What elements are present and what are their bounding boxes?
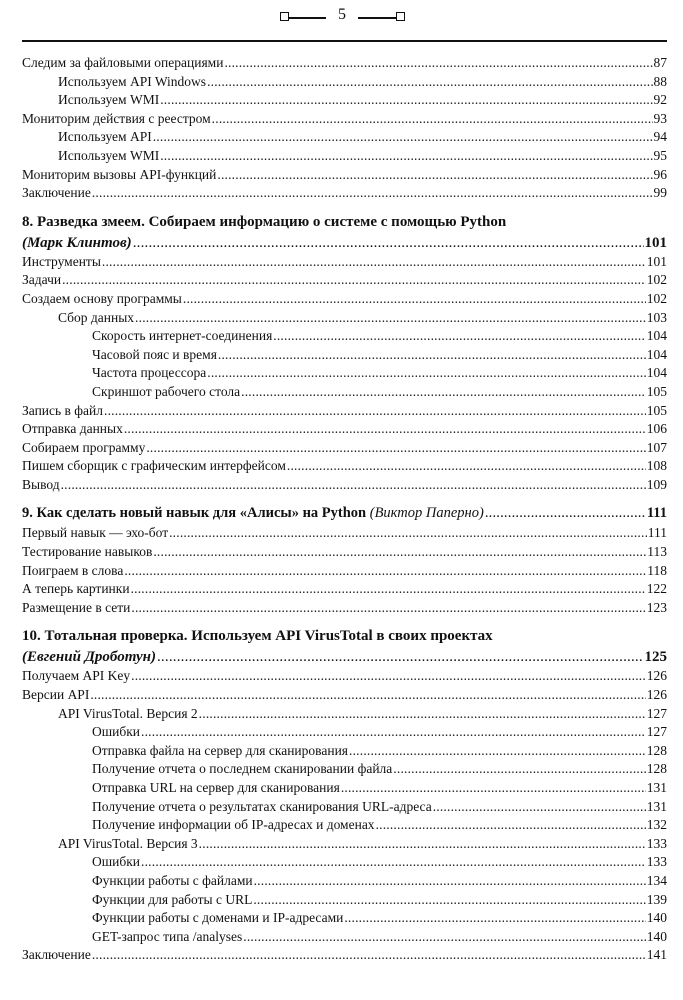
toc-entry-label: Ошибки [92, 724, 141, 740]
toc-entry[interactable] [22, 798, 667, 817]
leader-dots [124, 562, 646, 581]
leader-dots [160, 91, 652, 110]
toc-entry-label: Получение информации об IP-адресах и доменах [92, 817, 375, 833]
toc-entry-page: 109 [646, 476, 667, 492]
table-of-contents [22, 54, 667, 965]
toc-entry[interactable] [22, 686, 667, 705]
toc-entry[interactable] [22, 580, 667, 599]
toc-entry-page: 87 [653, 55, 667, 70]
toc-entry-label: Вывод [22, 476, 60, 492]
toc-entry[interactable] [22, 742, 667, 761]
toc-entry-page: 102 [646, 272, 667, 288]
toc-entry[interactable] [22, 760, 667, 779]
toc-entry-page: 132 [646, 817, 667, 833]
leader-dots [241, 383, 646, 402]
toc-entry[interactable] [22, 383, 667, 402]
toc-entry[interactable] [22, 439, 667, 458]
toc-entry[interactable] [22, 853, 667, 872]
toc-entry[interactable] [22, 271, 667, 290]
toc-entry[interactable] [22, 166, 667, 185]
toc-entry-page: 118 [647, 562, 667, 578]
toc-entry[interactable] [22, 309, 667, 328]
leader-dots [217, 166, 652, 185]
chapter-page-number: 101 [644, 234, 667, 251]
leader-dots [124, 420, 646, 439]
toc-entry[interactable] [22, 524, 667, 543]
toc-entry[interactable] [22, 147, 667, 166]
chapter-title-text: 10. Тотальная проверка. Используем API VirusTotal в своих проектах [22, 628, 493, 645]
toc-entry-label: Пишем сборщик с графическим интерфейсом [22, 458, 286, 474]
toc-entry-page: 105 [646, 383, 667, 399]
toc-entry[interactable] [22, 290, 667, 309]
chapter-author-row[interactable] [22, 647, 667, 667]
leader-dots [153, 543, 646, 562]
toc-entry-page: 104 [646, 346, 667, 362]
toc-entry-page: 139 [646, 891, 667, 907]
toc-entry-label: Функции работы с файлами [92, 872, 253, 888]
toc-entry[interactable] [22, 835, 667, 854]
toc-entry-label: API VirusTotal. Версия 3 [58, 835, 198, 851]
toc-entry-page: 93 [653, 110, 667, 126]
chapter-page-number: 125 [644, 649, 667, 666]
toc-entry-page: 101 [646, 253, 667, 269]
toc-entry-page: 128 [646, 742, 667, 758]
toc-entry[interactable] [22, 54, 667, 73]
leader-dots [157, 647, 644, 667]
toc-entry[interactable] [22, 91, 667, 110]
chapter-title [22, 212, 667, 233]
toc-entry-label: Запись в файл [22, 402, 103, 418]
toc-entry[interactable] [22, 705, 667, 724]
left-ornament-line [289, 17, 326, 19]
toc-entry-page: 113 [647, 544, 667, 560]
leader-dots [485, 503, 646, 524]
toc-entry-label: Используем API Windows [58, 73, 207, 89]
toc-entry-page: 127 [646, 724, 667, 740]
toc-entry[interactable] [22, 128, 667, 147]
toc-entry-page: 131 [646, 798, 667, 814]
leader-dots [92, 184, 653, 203]
leader-dots [131, 580, 646, 599]
section-gap [22, 203, 667, 212]
leader-dots [90, 686, 645, 705]
toc-entry-label: Используем WMI [58, 92, 160, 108]
chapter-title [22, 626, 667, 647]
chapter-title-text: 8. Разведка змеем. Собираем информацию о системе с помощью Python [22, 213, 507, 230]
toc-entry-label: Следим за файловыми операциями [22, 55, 224, 70]
leader-dots [92, 946, 646, 965]
toc-entry-page: 123 [646, 599, 667, 615]
toc-entry-page: 96 [653, 166, 667, 182]
toc-entry-page: 140 [646, 928, 667, 944]
toc-entry-page: 133 [646, 854, 667, 870]
toc-entry-label: Тестирование навыков [22, 544, 153, 560]
toc-entry-page: 99 [653, 185, 667, 201]
chapter-author-row[interactable] [22, 233, 667, 253]
leader-dots [224, 54, 652, 73]
right-ornament-line [358, 17, 396, 19]
toc-entry-page: 111 [647, 525, 667, 541]
toc-entry[interactable] [22, 946, 667, 965]
toc-entry-label: Мониторим действия с реестром [22, 110, 211, 126]
toc-entry[interactable] [22, 402, 667, 421]
leader-dots [153, 128, 653, 147]
leader-dots [133, 233, 644, 253]
toc-entry-page: 95 [653, 147, 667, 163]
toc-entry-label: API VirusTotal. Версия 2 [58, 705, 198, 721]
toc-entry[interactable] [22, 457, 667, 476]
toc-entry-page: 105 [646, 402, 667, 418]
leader-dots [393, 760, 645, 779]
leader-dots [207, 364, 646, 383]
toc-entry[interactable] [22, 909, 667, 928]
leader-dots [253, 891, 645, 910]
toc-entry-page: 102 [646, 290, 667, 306]
toc-entry-label: Получение отчета о последнем сканировании файла [92, 761, 393, 777]
toc-entry-label: Используем API [58, 129, 152, 145]
toc-entry-label: Используем WMI [58, 147, 160, 163]
toc-entry-label: Ошибки [92, 854, 141, 870]
leader-dots [169, 524, 647, 543]
toc-entry[interactable] [22, 184, 667, 203]
toc-entry-label: Часовой пояс и время [92, 346, 217, 362]
toc-entry-label: Скорость интернет-соединения [92, 328, 273, 344]
leader-dots [207, 73, 652, 92]
toc-entry-label: Заключение [22, 185, 91, 201]
right-square-ornament [396, 12, 405, 21]
toc-entry-label: Мониторим вызовы API-функций [22, 166, 217, 182]
toc-entry-label: Поиграем в слова [22, 562, 124, 578]
toc-entry-label: Версии API [22, 687, 90, 703]
section-gap [22, 617, 667, 626]
toc-entry[interactable] [22, 779, 667, 798]
toc-entry[interactable] [22, 723, 667, 742]
toc-entry-page: 94 [653, 129, 667, 145]
leader-dots [199, 835, 646, 854]
toc-entry[interactable] [22, 816, 667, 835]
toc-entry[interactable] [22, 562, 667, 581]
chapter-page-number: 111 [646, 505, 667, 522]
toc-entry-label: Отправка данных [22, 421, 123, 437]
toc-entry-page: 88 [653, 73, 667, 89]
toc-entry-label: Отправка URL на сервер для сканирования [92, 780, 340, 795]
page-number: 5 [338, 6, 346, 23]
toc-entry-page: 126 [646, 687, 667, 703]
leader-dots [131, 599, 645, 618]
toc-entry-page: 104 [646, 365, 667, 381]
toc-entry-page: 134 [646, 872, 667, 888]
toc-entry[interactable] [22, 543, 667, 562]
leader-dots [135, 309, 646, 328]
toc-entry-page: 140 [646, 910, 667, 926]
chapter-author: (Марк Клинтов) [22, 234, 132, 251]
leader-dots [218, 346, 646, 365]
leader-dots [199, 705, 646, 724]
toc-entry[interactable] [22, 346, 667, 365]
leader-dots [349, 742, 646, 761]
leader-dots [254, 872, 646, 891]
leader-dots [141, 723, 646, 742]
header-rule [22, 40, 667, 42]
leader-dots [102, 253, 646, 272]
toc-entry[interactable] [22, 110, 667, 129]
toc-entry-page: 104 [646, 328, 667, 344]
toc-entry[interactable] [22, 872, 667, 891]
leader-dots [212, 110, 653, 129]
toc-entry[interactable] [22, 891, 667, 910]
leader-dots [273, 327, 645, 346]
toc-entry-label: Отправка файла на сервер для сканирования [92, 742, 349, 758]
toc-entry-label: Инструменты [22, 253, 101, 269]
toc-entry-label: Создаем основу программы [22, 290, 182, 306]
toc-entry-label: Заключение [22, 947, 91, 963]
leader-dots [160, 147, 652, 166]
toc-entry-label: Скриншот рабочего стола [92, 383, 241, 399]
leader-dots [287, 457, 646, 476]
toc-entry-label: Получение отчета о результатах сканирования URL-адреса [92, 798, 432, 814]
toc-entry-page: 133 [646, 835, 667, 851]
leader-dots [131, 667, 646, 686]
toc-entry-label: Собираем программу [22, 439, 146, 455]
toc-entry-label: А теперь картинки [22, 581, 130, 597]
leader-dots [243, 928, 645, 947]
toc-entry-label: Сбор данных [58, 309, 135, 325]
toc-entry-page: 126 [646, 668, 667, 684]
leader-dots [341, 779, 646, 798]
toc-entry[interactable] [22, 928, 667, 947]
toc-entry-page: 108 [646, 458, 667, 474]
chapter-title-row[interactable] [22, 503, 667, 524]
toc-entry-page: 127 [646, 705, 667, 721]
chapter-title-text: 9. Как сделать новый навык для «Алисы» на Python [22, 505, 367, 522]
toc-entry-label: Получаем API Key [22, 668, 131, 684]
toc-entry[interactable] [22, 253, 667, 272]
toc-entry[interactable] [22, 73, 667, 92]
chapter-author: (Виктор Паперно) [369, 505, 484, 522]
page-header [0, 6, 683, 40]
toc-entry-page: 131 [646, 780, 667, 795]
toc-entry[interactable] [22, 364, 667, 383]
leader-dots [146, 439, 645, 458]
leader-dots [433, 798, 646, 817]
chapter-author: (Евгений Дроботун) [22, 649, 156, 666]
toc-entry[interactable] [22, 420, 667, 439]
left-square-ornament [280, 12, 289, 21]
toc-entry-page: 107 [646, 439, 667, 455]
toc-entry-label: GET-запрос типа /analyses [92, 928, 243, 944]
leader-dots [141, 853, 646, 872]
leader-dots [344, 909, 645, 928]
toc-entry[interactable] [22, 476, 667, 495]
toc-entry-page: 122 [646, 581, 667, 597]
toc-entry[interactable] [22, 667, 667, 686]
toc-entry-page: 106 [646, 421, 667, 437]
leader-dots [62, 271, 646, 290]
leader-dots [104, 402, 646, 421]
toc-entry-page: 92 [653, 92, 667, 108]
toc-entry[interactable] [22, 327, 667, 346]
toc-entry-label: Частота процессора [92, 365, 207, 381]
toc-entry[interactable] [22, 599, 667, 618]
section-gap [22, 494, 667, 503]
leader-dots [61, 476, 646, 495]
toc-entry-label: Первый навык — эхо-бот [22, 525, 169, 541]
toc-entry-label: Функции для работы с URL [92, 891, 253, 907]
toc-entry-page: 103 [646, 309, 667, 325]
toc-entry-page: 141 [646, 947, 667, 963]
toc-entry-page: 128 [646, 761, 667, 777]
toc-entry-label: Задачи [22, 272, 62, 288]
toc-entry-label: Размещение в сети [22, 599, 131, 615]
leader-dots [183, 290, 646, 309]
toc-entry-label: Функции работы с доменами и IP-адресами [92, 910, 344, 926]
leader-dots [376, 816, 646, 835]
